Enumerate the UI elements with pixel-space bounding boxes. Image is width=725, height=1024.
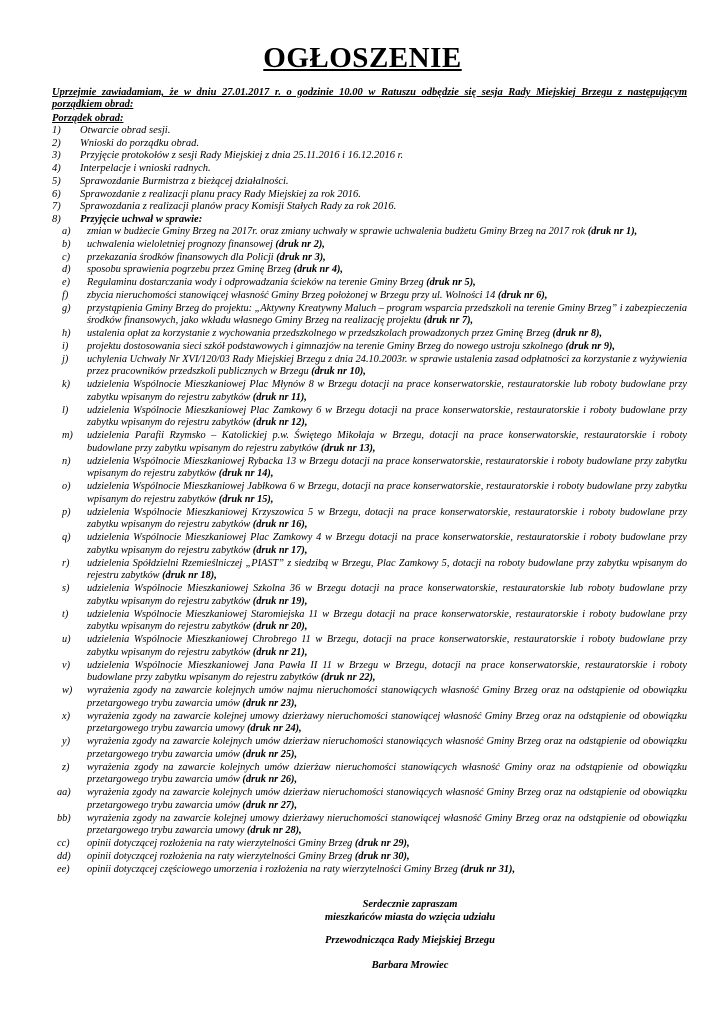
intro-paragraph <box>52 87 687 111</box>
resolution-item <box>52 405 687 431</box>
print-reference: (druk nr 6), <box>497 289 548 301</box>
resolution-marker: q) <box>62 532 71 543</box>
resolution-text: udzielenia Parafii Rzymsko – Katolickiej p.w. Świętego Mikołaja w Brzegu, dotacji na prace konserwatorskie, restauratorskie i roboty budowlane przy zabytku wpisanym do rejestru zabytków <box>87 430 687 454</box>
resolution-item <box>52 226 687 239</box>
agenda-item-number: 7) <box>52 201 61 213</box>
print-reference: (druk nr 31), <box>460 863 516 875</box>
resolution-item <box>52 813 687 839</box>
intro-line-2: porządkiem obrad: <box>52 99 134 110</box>
resolution-item <box>52 660 687 686</box>
resolution-item <box>52 264 687 277</box>
resolution-marker: v) <box>62 659 70 671</box>
print-reference: (druk nr 11), <box>252 391 307 403</box>
resolution-text: zbycia nieruchomości stanowiącej własność Gminy Brzeg położonej w Brzegu przy ul. Wolności 14 <box>87 289 496 301</box>
print-reference: (druk nr 5), <box>426 277 476 288</box>
agenda-item-text: Sprawozdania z realizacji planów pracy Komisji Stałych Rady za rok 2016. <box>80 201 397 213</box>
resolution-item <box>52 277 687 290</box>
print-reference: (druk nr 21), <box>252 646 308 658</box>
resolution-item <box>52 762 687 788</box>
print-reference: (druk nr 27), <box>242 799 298 811</box>
resolution-text: opinii dotyczącej rozłożenia na raty wierzytelności Gminy Brzeg <box>87 850 353 862</box>
print-reference: (druk nr 14), <box>218 468 274 480</box>
resolution-item <box>52 838 687 851</box>
resolution-text: Regulaminu dostarczania wody i odprowadzania ścieków na terenie Gminy Brzeg <box>87 277 424 288</box>
resolution-text: sposobu sprawienia pogrzebu przez Gminę Brzeg <box>87 264 291 276</box>
resolution-item <box>52 711 687 737</box>
resolution-item <box>52 481 687 507</box>
agenda-item-number: 6) <box>52 188 61 200</box>
resolution-marker: p) <box>62 506 71 518</box>
print-reference: (druk nr 1), <box>587 226 638 237</box>
resolution-marker: w) <box>62 685 73 696</box>
agenda-item-number: 4) <box>52 163 61 175</box>
resolution-item <box>52 736 687 762</box>
resolution-marker: f) <box>62 289 69 301</box>
resolution-marker: z) <box>62 761 70 773</box>
resolution-item <box>52 851 687 864</box>
resolution-marker: b) <box>62 238 71 250</box>
agenda-item-number: 2) <box>52 137 61 149</box>
resolution-marker: aa) <box>57 787 71 798</box>
resolution-text: wyrażenia zgody na zawarcie kolejnych umów dzierżaw nieruchomości stanowiących własność Gminy Brzeg oraz na odstąpienie od obowiązku przetargowego trybu zawarcia umów <box>87 787 687 811</box>
resolution-marker: a) <box>62 226 71 237</box>
print-reference: (druk nr 2), <box>275 238 325 250</box>
print-reference: (druk nr 4), <box>293 264 344 276</box>
resolution-marker: o) <box>62 481 71 492</box>
resolution-text: projektu dostosowania sieci szkół podstawowych i gimnazjów na terenie Gminy Brzeg do nowego ustroju szkolnego <box>87 340 563 352</box>
print-reference: (druk nr 3), <box>276 251 326 263</box>
resolution-text: udzielenia Wspólnocie Mieszkaniowej Jana Pawła II 11 w Brzegu w Brzegu, dotacji na prace konserwatorskie, restauratorskie i roboty budowlane przy zabytku wpisanym do rejestru zabytków <box>87 659 687 684</box>
resolution-text: udzielenia Wspólnocie Mieszkaniowej Jabłkowa 6 w Brzegu, dotacji na prace konserwatorskie, restauratorskie i roboty budowlane przy zabytku wpisanym do rejestru zabytków <box>87 481 687 505</box>
resolution-text: wyrażenia zgody na zawarcie kolejnych umów najmu nieruchomości stanowiących własność Gminy Brzeg oraz na odstąpienie od obowiązku przetargowego trybu zawarcia umów <box>87 685 687 709</box>
resolution-text: przystąpienia Gminy Brzeg do projektu: „Aktywny Kreatywny Maluch – program wsparcia przedszkoli na terenie Gminy Brzeg” i zabezpieczenia środków finansowych, jako wkładu własnego Gminy Brzeg na realizację projektu <box>87 302 687 327</box>
agenda-heading: Porządek obrad: <box>52 113 124 124</box>
agenda-item-number: 3) <box>52 150 61 162</box>
print-reference: (druk nr 29), <box>354 838 410 849</box>
agenda-item-number: 1) <box>52 125 61 136</box>
resolution-list <box>52 226 687 876</box>
resolution-text: udzielenia Wspólnocie Mieszkaniowej Plac Zamkowy 6 w Brzegu dotacji na prace konserwatorskie, restauratorskie i roboty budowlane przy zabytku wpisanym do rejestru zabytków <box>87 404 687 429</box>
resolution-text: zmian w budżecie Gminy Brzeg na 2017r. oraz zmiany uchwały w sprawie uchwalenia budżetu Gminy Brzeg na 2017 rok <box>87 226 586 237</box>
resolution-item <box>52 864 687 877</box>
print-reference: (druk nr 20), <box>252 621 308 633</box>
resolution-item <box>52 456 687 482</box>
resolution-item <box>52 583 687 609</box>
resolution-item <box>52 430 687 456</box>
resolution-text: wyrażenia zgody na zawarcie kolejnych umów dzierżaw nieruchomości stanowiących własność Gminy oraz na odstąpienie od obowiązku przetargowego trybu zawarcia umów <box>87 761 687 786</box>
resolution-marker: h) <box>62 328 71 339</box>
page-title: OGŁOSZENIE <box>263 42 462 74</box>
resolution-text: udzielenia Wspólnocie Mieszkaniowej Rybacka 13 w Brzegu dotacji na prace konserwatorskie, restauratorskie i roboty budowlane przy zabytku wpisanym do rejestru zabytków <box>87 455 687 480</box>
resolution-marker: r) <box>62 557 70 569</box>
resolution-marker: dd) <box>57 850 71 862</box>
print-reference: (druk nr 16), <box>252 519 308 531</box>
resolution-text: udzielenia Wspólnocie Mieszkaniowej Staromiejska 11 w Brzegu dotacji na prace konserwatorskie, restauratorskie i roboty budowlane przy zabytku wpisanym do rejestru zabytków <box>87 608 687 633</box>
resolution-marker: d) <box>62 264 71 276</box>
resolution-text: udzielenia Wspólnocie Mieszkaniowej Krzyszowica 5 w Brzegu, dotacji na prace konserwatorskie, restauratorskie i roboty budowlane przy zabytku wpisanym do rejestru zabytków <box>87 506 687 531</box>
resolution-marker: t) <box>62 608 69 620</box>
print-reference: (druk nr 8), <box>552 328 603 339</box>
resolution-marker: j) <box>62 353 69 365</box>
print-reference: (druk nr 30), <box>354 850 410 862</box>
resolution-marker: x) <box>62 710 70 722</box>
resolution-text: udzielenia Spółdzielni Rzemieślniczej „PIAST” z siedzibą w Brzegu, Plac Zamkowy 5, dotacji na roboty budowlane przy zabytku wpisanym do rejestru zabytków <box>87 557 687 582</box>
print-reference: (druk nr 23), <box>242 697 298 709</box>
resolution-item <box>52 609 687 635</box>
resolution-text: opinii dotyczącej częściowego umorzenia i rozłożenia na raty wierzytelności Gminy Brzeg <box>87 863 458 875</box>
resolution-item <box>52 507 687 533</box>
intro-line-1: Uprzejmie zawiadamiam, że w dniu 27.01.2017 r. o godzinie 10.00 w Ratuszu odbędzie się sesja Rady Miejskiej Brzegu z następującym <box>52 87 687 98</box>
agenda-item-text: Przyjęcie protokołów z sesji Rady Miejskiej z dnia 25.11.2016 i 16.12.2016 r. <box>80 150 404 162</box>
resolution-text: opinii dotyczącej rozłożenia na raty wierzytelności Gminy Brzeg <box>87 838 353 849</box>
resolution-item <box>52 239 687 252</box>
resolution-text: udzielenia Wspólnocie Mieszkaniowej Szkolna 36 w Brzegu dotacji na prace konserwatorskie, restauratorskie lub roboty budowlane przy zabytku wpisanym do rejestru zabytków <box>87 583 687 607</box>
resolution-marker: k) <box>62 379 70 390</box>
resolution-text: udzielenia Wspólnocie Mieszkaniowej Plac Zamkowy 4 w Brzegu dotacji na prace konserwatorskie, restauratorskie i roboty budowlane przy zabytku wpisanym do rejestru zabytków <box>87 532 687 556</box>
print-reference: (druk nr 13), <box>320 442 376 454</box>
agenda-item <box>52 138 687 151</box>
resolution-item <box>52 532 687 558</box>
agenda-item-text: Przyjęcie uchwał w sprawie: <box>80 213 203 225</box>
resolution-marker: u) <box>62 634 71 645</box>
resolution-item <box>52 303 687 329</box>
resolution-marker: c) <box>62 251 70 263</box>
print-reference: (druk nr 7), <box>423 315 474 327</box>
agenda-item-number: 8) <box>52 213 61 225</box>
resolution-marker: e) <box>62 277 70 288</box>
print-reference: (druk nr 10), <box>311 366 366 378</box>
agenda-list <box>52 125 687 227</box>
resolution-text: przekazania środków finansowych dla Policji <box>87 251 274 263</box>
closing-invitation <box>230 899 590 924</box>
signature-name: Barbara Mrowiec <box>371 960 449 971</box>
print-reference: (druk nr 26), <box>242 774 298 786</box>
resolution-item <box>52 379 687 405</box>
resolution-item <box>52 328 687 341</box>
resolution-text: udzielenia Wspólnocie Mieszkaniowej Chrobrego 11 w Brzegu, dotacji na prace konserwatorskie, restauratorskie i roboty budowlane przy zabytku wpisanym do rejestru zabytków <box>87 634 687 658</box>
print-reference: (druk nr 19), <box>252 595 308 607</box>
agenda-item <box>52 201 687 214</box>
print-reference: (druk nr 12), <box>252 417 308 429</box>
print-reference: (druk nr 18), <box>162 570 217 582</box>
print-reference: (druk nr 17), <box>252 544 308 556</box>
agenda-item-text: Interpelacje i wnioski radnych. <box>80 163 211 175</box>
resolution-item <box>52 787 687 813</box>
resolution-text: uchwalenia wieloletniej prognozy finansowej <box>87 238 273 250</box>
resolution-marker: cc) <box>57 838 70 849</box>
resolution-item <box>52 634 687 660</box>
resolution-text: ustalenia opłat za korzystanie z wychowania przedszkolnego w przedszkolach prowadzonych przez Gminę Brzeg <box>87 328 550 339</box>
agenda-item <box>52 163 687 176</box>
agenda-item-text: Sprawozdanie z realizacji planu pracy Rady Miejskiej za rok 2016. <box>80 188 361 200</box>
resolution-marker: l) <box>62 404 69 416</box>
resolution-marker: s) <box>62 583 70 594</box>
closing-line-1: Serdecznie zapraszam <box>362 899 458 910</box>
print-reference: (druk nr 24), <box>246 723 302 735</box>
resolution-item <box>52 290 687 303</box>
agenda-item-text: Sprawozdanie Burmistrza z bieżącej działalności. <box>80 175 289 187</box>
resolution-marker: bb) <box>57 812 71 824</box>
closing-line-2: mieszkańców miasta do wzięcia udziału <box>324 911 496 923</box>
resolution-item <box>52 354 687 380</box>
print-reference: (druk nr 22), <box>320 672 376 684</box>
agenda-item <box>52 214 687 227</box>
agenda-item <box>52 125 687 138</box>
resolution-item <box>52 252 687 265</box>
resolution-item <box>52 558 687 584</box>
agenda-item <box>52 189 687 202</box>
print-reference: (druk nr 28), <box>246 825 302 837</box>
resolution-marker: y) <box>62 736 70 747</box>
agenda-item-number: 5) <box>52 175 61 187</box>
print-reference: (druk nr 25), <box>242 748 298 760</box>
signature-title: Przewodnicząca Rady Miejskiej Brzegu <box>324 935 496 946</box>
resolution-text: wyrażenia zgody na zawarcie kolejnych umów dzierżaw nieruchomości stanowiących własność Gminy Brzeg oraz na odstąpienie od obowiązku przetargowego trybu zawarcia umów <box>87 736 687 760</box>
agenda-item-text: Otwarcie obrad sesji. <box>80 125 171 136</box>
print-reference: (druk nr 15), <box>218 493 274 505</box>
print-reference: (druk nr 9), <box>565 340 615 352</box>
resolution-item <box>52 341 687 354</box>
resolution-marker: n) <box>62 455 71 467</box>
agenda-item-text: Wnioski do porządku obrad. <box>80 137 199 149</box>
resolution-item <box>52 685 687 711</box>
resolution-text: wyrażenia zgody na zawarcie kolejnej umowy dzierżawy nieruchomości stanowiącej własność Gminy Brzeg oraz na odstąpienie od obowiązku przetargowego trybu zawarcia umowy <box>87 812 687 837</box>
resolution-marker: i) <box>62 340 69 352</box>
resolution-marker: g) <box>62 302 71 314</box>
resolution-text: udzielenia Wspólnocie Mieszkaniowej Plac Młynów 8 w Brzegu dotacji na prace konserwatorskie, restauratorskie lub roboty budowlane przy zabytku wpisanym do rejestru zabytków <box>87 379 687 403</box>
resolution-text: wyrażenia zgody na zawarcie kolejnej umowy dzierżawy nieruchomości stanowiącej własność Gminy Brzeg oraz na odstąpienie od obowiązku przetargowego trybu zawarcia umowy <box>87 710 687 735</box>
resolution-marker: m) <box>62 430 73 441</box>
resolution-text: uchylenia Uchwały Nr XVI/120/03 Rady Miejskiej Brzegu z dnia 24.10.2003r. w sprawie ustalenia zasad odpłatności za korzystanie z wyżywienia przez pracowników przedszkoli publicznych w Brzegu <box>87 353 687 378</box>
resolution-marker: ee) <box>57 863 70 875</box>
agenda-item <box>52 176 687 189</box>
agenda-item <box>52 150 687 163</box>
